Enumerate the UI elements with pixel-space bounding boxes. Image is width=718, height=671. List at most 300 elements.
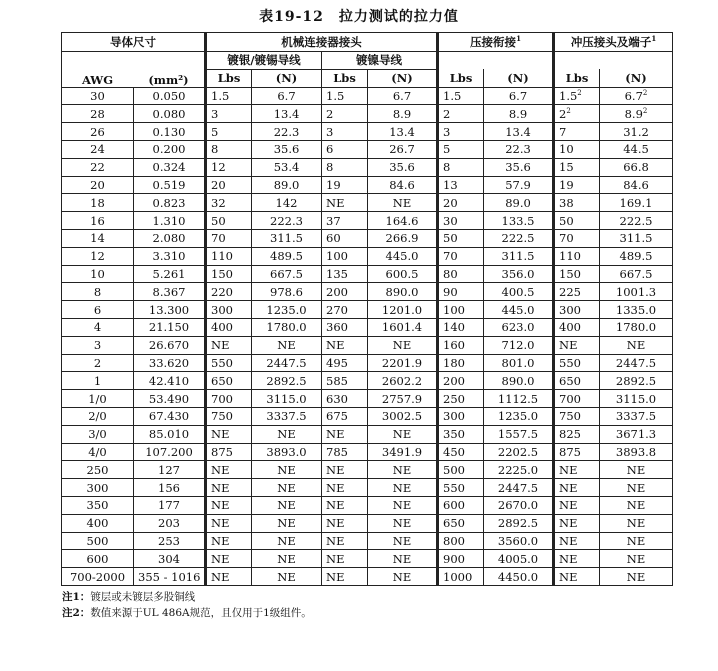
cell-awg: 700-2000 [62,568,134,586]
cell-b-lbs: 360 [322,318,368,336]
cell-c-n: 2202.5 [484,443,554,461]
cell-awg: 1 [62,372,134,390]
cell-c-n: 22.3 [484,140,554,158]
cell-a-lbs: 110 [206,247,252,265]
cell-c-n: 623.0 [484,318,554,336]
cell-b-lbs: 8 [322,158,368,176]
cell-b-lbs: NE [322,532,368,550]
cell-b-lbs: NE [322,336,368,354]
cell-c-n: 801.0 [484,354,554,372]
table-row [62,568,673,586]
cell-awg: 22 [62,158,134,176]
cell-a-lbs: 8 [206,140,252,158]
cell-a-lbs: 32 [206,194,252,212]
cell-mm2: 33.620 [134,354,206,372]
cell-mm2: 26.670 [134,336,206,354]
cell-awg: 500 [62,532,134,550]
table-row [62,443,673,461]
cell-c-lbs: 8 [438,158,484,176]
cell-d-n: 3115.0 [600,390,673,408]
cell-mm2: 156 [134,479,206,497]
cell-a-n: 35.6 [252,140,322,158]
cell-b-lbs: NE [322,496,368,514]
cell-c-lbs: 180 [438,354,484,372]
cell-c-lbs: 1.5 [438,87,484,105]
cell-b-n: 1601.4 [368,318,438,336]
cell-d-lbs: $1.5^2$ [554,87,600,105]
cell-b-n: NE [368,194,438,212]
cell-b-lbs: 270 [322,301,368,319]
cell-a-n: 53.4 [252,158,322,176]
cell-c-n: 2225.0 [484,461,554,479]
cell-c-lbs: 900 [438,550,484,568]
cell-a-n: NE [252,479,322,497]
cell-c-lbs: 450 [438,443,484,461]
table-row [62,123,673,141]
cell-b-n: NE [368,461,438,479]
cell-d-n: 222.5 [600,212,673,230]
cell-c-lbs: 250 [438,390,484,408]
cell-c-n: 445.0 [484,301,554,319]
cell-awg: 8 [62,283,134,301]
cell-mm2: 0.324 [134,158,206,176]
cell-d-n: NE [600,532,673,550]
cell-a-lbs: 3 [206,105,252,123]
header-awg: AWG [81,72,114,87]
cell-d-n: NE [600,568,673,586]
cell-awg: 350 [62,496,134,514]
cell-c-n: 8.9 [484,105,554,123]
cell-b-n: 3002.5 [368,407,438,425]
cell-a-n: 978.6 [252,283,322,301]
cell-b-n: 13.4 [368,123,438,141]
cell-awg: 10 [62,265,134,283]
cell-c-lbs: 650 [438,514,484,532]
cell-b-n: 8.9 [368,105,438,123]
cell-c-lbs: 13 [438,176,484,194]
header-lbs: Lbs [554,69,600,87]
table-row [62,479,673,497]
table-row [62,158,673,176]
cell-mm2: 13.300 [134,301,206,319]
cell-mm2: 203 [134,514,206,532]
table-row [62,407,673,425]
cell-b-lbs: NE [322,514,368,532]
cell-c-n: 6.7 [484,87,554,105]
cell-b-lbs: 60 [322,229,368,247]
cell-d-n: 3893.8 [600,443,673,461]
cell-b-n: NE [368,479,438,497]
cell-c-n: 1235.0 [484,407,554,425]
cell-awg: 14 [62,229,134,247]
cell-c-lbs: 200 [438,372,484,390]
header-n: (N) [368,69,438,87]
cell-mm2: 42.410 [134,372,206,390]
cell-c-lbs: 5 [438,140,484,158]
cell-d-lbs: 15 [554,158,600,176]
table-row [62,265,673,283]
cell-d-lbs: 700 [554,390,600,408]
cell-mm2: 67.430 [134,407,206,425]
cell-a-n: 6.7 [252,87,322,105]
cell-a-lbs: 220 [206,283,252,301]
table-row [62,532,673,550]
header-mechanical: 机械连接器接头 [206,33,438,52]
cell-a-n: 2447.5 [252,354,322,372]
cell-d-n: 3671.3 [600,425,673,443]
cell-b-n: NE [368,550,438,568]
cell-c-n: 2892.5 [484,514,554,532]
table-notes [62,589,312,621]
table-row [62,390,673,408]
table-body [62,87,673,585]
cell-c-n: 35.6 [484,158,554,176]
cell-b-lbs: 200 [322,283,368,301]
cell-awg: 3 [62,336,134,354]
cell-d-n: NE [600,479,673,497]
cell-d-lbs: 400 [554,318,600,336]
header-conductor-size: 导体尺寸 [62,33,206,52]
cell-mm2: 0.823 [134,194,206,212]
cell-b-lbs: NE [322,550,368,568]
cell-b-n: NE [368,514,438,532]
cell-awg: 1/0 [62,390,134,408]
cell-c-lbs: 80 [438,265,484,283]
cell-a-n: 22.3 [252,123,322,141]
cell-a-lbs: NE [206,425,252,443]
cell-d-n: 44.5 [600,140,673,158]
cell-b-lbs: 3 [322,123,368,141]
cell-a-n: 142 [252,194,322,212]
cell-d-n: NE [600,496,673,514]
cell-awg: 400 [62,514,134,532]
table-row [62,140,673,158]
cell-a-lbs: 50 [206,212,252,230]
header-crimp: 压接衔接$^1$ [438,33,554,52]
cell-b-lbs: 100 [322,247,368,265]
cell-d-n: 489.5 [600,247,673,265]
cell-a-n: 667.5 [252,265,322,283]
cell-d-lbs: 825 [554,425,600,443]
header-size-units [62,52,206,88]
table-row [62,229,673,247]
cell-b-n: 445.0 [368,247,438,265]
cell-c-lbs: 70 [438,247,484,265]
cell-d-lbs: $2^2$ [554,105,600,123]
cell-b-n: 266.9 [368,229,438,247]
cell-b-n: 35.6 [368,158,438,176]
cell-a-lbs: NE [206,532,252,550]
cell-c-lbs: 20 [438,194,484,212]
cell-b-lbs: NE [322,479,368,497]
cell-b-n: NE [368,336,438,354]
cell-d-n: 1780.0 [600,318,673,336]
cell-c-lbs: 90 [438,283,484,301]
header-lbs: Lbs [438,69,484,87]
cell-a-n: 311.5 [252,229,322,247]
cell-a-n: 489.5 [252,247,322,265]
cell-b-lbs: NE [322,568,368,586]
cell-c-lbs: 100 [438,301,484,319]
cell-d-n: 31.2 [600,123,673,141]
header-mm2: (mm²) [148,72,189,87]
cell-d-lbs: 38 [554,194,600,212]
cell-d-n: 84.6 [600,176,673,194]
cell-d-n: 3337.5 [600,407,673,425]
cell-c-n: 890.0 [484,372,554,390]
header-n: (N) [252,69,322,87]
cell-d-n: NE [600,514,673,532]
table-row [62,354,673,372]
cell-mm2: 0.519 [134,176,206,194]
cell-c-n: 311.5 [484,247,554,265]
cell-d-lbs: 650 [554,372,600,390]
cell-d-lbs: NE [554,496,600,514]
cell-b-n: NE [368,425,438,443]
table-title: 表19-12 拉力测试的拉力值 [259,9,459,25]
pull-test-table [61,32,673,586]
cell-b-n: 164.6 [368,212,438,230]
cell-a-n: NE [252,514,322,532]
cell-d-n: 2447.5 [600,354,673,372]
cell-c-lbs: 50 [438,229,484,247]
cell-c-n: 222.5 [484,229,554,247]
cell-d-lbs: NE [554,514,600,532]
table-row [62,425,673,443]
cell-mm2: 355 - 1016 [134,568,206,586]
cell-d-n: NE [600,336,673,354]
cell-c-lbs: 3 [438,123,484,141]
table-row [62,496,673,514]
cell-awg: 300 [62,479,134,497]
cell-c-n: 3560.0 [484,532,554,550]
cell-c-n: 4450.0 [484,568,554,586]
table-row [62,212,673,230]
cell-a-n: 13.4 [252,105,322,123]
cell-mm2: 3.310 [134,247,206,265]
cell-d-lbs: 10 [554,140,600,158]
cell-b-n: 1201.0 [368,301,438,319]
cell-a-n: 2892.5 [252,372,322,390]
header-lbs: Lbs [322,69,368,87]
cell-mm2: 8.367 [134,283,206,301]
table-row [62,105,673,123]
cell-a-n: NE [252,496,322,514]
table-row [62,87,673,105]
cell-awg: 30 [62,87,134,105]
cell-c-n: 356.0 [484,265,554,283]
cell-b-n: 3491.9 [368,443,438,461]
cell-b-n: 2602.2 [368,372,438,390]
cell-awg: 600 [62,550,134,568]
cell-awg: 26 [62,123,134,141]
cell-c-lbs: 140 [438,318,484,336]
cell-mm2: 21.150 [134,318,206,336]
cell-c-lbs: 350 [438,425,484,443]
cell-d-lbs: 110 [554,247,600,265]
cell-d-n: 2892.5 [600,372,673,390]
cell-a-lbs: NE [206,479,252,497]
cell-a-n: NE [252,550,322,568]
cell-a-lbs: 875 [206,443,252,461]
cell-d-lbs: NE [554,461,600,479]
cell-mm2: 304 [134,550,206,568]
cell-b-lbs: 37 [322,212,368,230]
cell-mm2: 177 [134,496,206,514]
cell-b-lbs: NE [322,425,368,443]
cell-mm2: 0.080 [134,105,206,123]
cell-b-n: 84.6 [368,176,438,194]
cell-d-lbs: NE [554,550,600,568]
cell-a-lbs: 70 [206,229,252,247]
cell-c-n: 1557.5 [484,425,554,443]
cell-a-n: NE [252,336,322,354]
cell-a-lbs: 20 [206,176,252,194]
cell-d-n: 667.5 [600,265,673,283]
cell-b-lbs: 630 [322,390,368,408]
cell-mm2: 2.080 [134,229,206,247]
cell-b-lbs: 19 [322,176,368,194]
cell-b-lbs: 585 [322,372,368,390]
cell-awg: 24 [62,140,134,158]
table-row [62,194,673,212]
cell-mm2: 127 [134,461,206,479]
cell-a-n: 3337.5 [252,407,322,425]
table-row [62,301,673,319]
cell-d-lbs: 19 [554,176,600,194]
cell-awg: 12 [62,247,134,265]
cell-b-n: 2201.9 [368,354,438,372]
cell-awg: 3/0 [62,425,134,443]
cell-a-lbs: 400 [206,318,252,336]
cell-c-lbs: 2 [438,105,484,123]
cell-b-lbs: 135 [322,265,368,283]
cell-a-n: 1235.0 [252,301,322,319]
table-row [62,283,673,301]
cell-c-lbs: 600 [438,496,484,514]
cell-b-lbs: 2 [322,105,368,123]
table-row [62,372,673,390]
cell-mm2: 253 [134,532,206,550]
cell-d-lbs: 150 [554,265,600,283]
cell-a-n: 89.0 [252,176,322,194]
cell-a-lbs: 550 [206,354,252,372]
cell-a-n: 1780.0 [252,318,322,336]
cell-b-n: 6.7 [368,87,438,105]
cell-a-n: NE [252,568,322,586]
cell-awg: 6 [62,301,134,319]
cell-a-lbs: NE [206,514,252,532]
cell-awg: 4/0 [62,443,134,461]
cell-a-n: NE [252,425,322,443]
cell-a-lbs: NE [206,496,252,514]
cell-c-lbs: 1000 [438,568,484,586]
cell-d-n: 1335.0 [600,301,673,319]
cell-d-lbs: 50 [554,212,600,230]
header-n: (N) [600,69,673,87]
cell-a-lbs: NE [206,568,252,586]
header-lbs: Lbs [206,69,252,87]
table-row [62,550,673,568]
cell-c-n: 712.0 [484,336,554,354]
cell-a-n: NE [252,532,322,550]
cell-c-n: 133.5 [484,212,554,230]
cell-mm2: 107.200 [134,443,206,461]
cell-c-n: 2670.0 [484,496,554,514]
cell-d-lbs: 7 [554,123,600,141]
cell-b-n: 2757.9 [368,390,438,408]
cell-a-lbs: NE [206,461,252,479]
table-row [62,461,673,479]
cell-d-n: 66.8 [600,158,673,176]
table-row [62,247,673,265]
cell-c-n: 4005.0 [484,550,554,568]
cell-awg: 2/0 [62,407,134,425]
cell-awg: 250 [62,461,134,479]
cell-d-lbs: 70 [554,229,600,247]
cell-c-n: 2447.5 [484,479,554,497]
header-silver-tin: 镀银/镀锡导线 [206,52,322,70]
cell-c-lbs: 160 [438,336,484,354]
header-n: (N) [484,69,554,87]
cell-d-lbs: 750 [554,407,600,425]
cell-a-lbs: 5 [206,123,252,141]
cell-mm2: 85.010 [134,425,206,443]
table-row [62,336,673,354]
cell-a-n: 222.3 [252,212,322,230]
cell-d-lbs: NE [554,532,600,550]
cell-c-lbs: 500 [438,461,484,479]
cell-c-lbs: 550 [438,479,484,497]
cell-mm2: 0.200 [134,140,206,158]
cell-a-n: NE [252,461,322,479]
cell-b-lbs: NE [322,461,368,479]
cell-awg: 2 [62,354,134,372]
cell-c-n: 57.9 [484,176,554,194]
cell-d-lbs: NE [554,336,600,354]
cell-b-n: NE [368,532,438,550]
cell-awg: 4 [62,318,134,336]
cell-b-lbs: 6 [322,140,368,158]
cell-awg: 18 [62,194,134,212]
cell-b-n: NE [368,496,438,514]
cell-c-n: 89.0 [484,194,554,212]
cell-c-lbs: 800 [438,532,484,550]
cell-a-lbs: 300 [206,301,252,319]
cell-mm2: 53.490 [134,390,206,408]
cell-a-lbs: 750 [206,407,252,425]
cell-a-lbs: 1.5 [206,87,252,105]
cell-b-n: 600.5 [368,265,438,283]
cell-b-lbs: 1.5 [322,87,368,105]
cell-mm2: 0.130 [134,123,206,141]
cell-d-n: 311.5 [600,229,673,247]
cell-d-lbs: NE [554,568,600,586]
cell-a-lbs: NE [206,550,252,568]
cell-awg: 20 [62,176,134,194]
cell-awg: 28 [62,105,134,123]
cell-c-lbs: 300 [438,407,484,425]
header-nickel: 镀镍导线 [322,52,438,70]
table-row [62,176,673,194]
cell-mm2: 1.310 [134,212,206,230]
cell-mm2: 0.050 [134,87,206,105]
cell-b-lbs: NE [322,194,368,212]
cell-a-n: 3115.0 [252,390,322,408]
cell-a-lbs: 12 [206,158,252,176]
cell-a-n: 3893.0 [252,443,322,461]
cell-c-lbs: 30 [438,212,484,230]
